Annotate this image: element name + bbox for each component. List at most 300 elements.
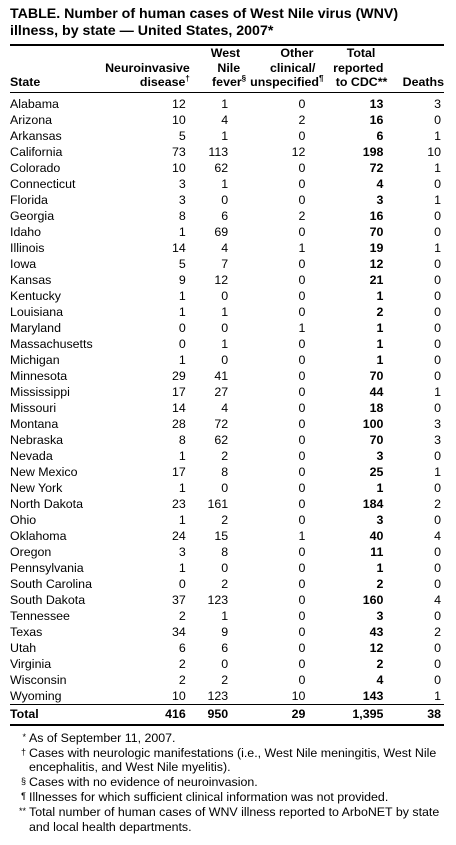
footnote-mark: * [22,731,26,742]
cell-other-clinical: 0 [298,416,306,431]
cell-west-nile-fever: 0 [221,480,229,495]
totals-neuroinvasive: 416 [105,704,194,725]
cell-other-clinical: 0 [298,176,306,191]
cell-west-nile-fever: 15 [214,528,229,543]
cell-other-clinical: 0 [298,352,306,367]
cell-total-reported: 18 [369,400,384,415]
cell-other-clinical: 2 [298,112,306,127]
cell-total-reported: 4 [376,672,384,687]
cell-other-clinical: 0 [298,512,306,527]
table-row [10,640,444,656]
cell-other-clinical: 1 [298,528,306,543]
cell-total-reported: 2 [376,576,384,591]
table-row [10,480,444,496]
table-row [10,544,444,560]
cell-west-nile-fever: 123 [207,592,229,607]
cell-neuroinvasive: 1 [178,560,186,575]
cell-west-nile-fever: 69 [214,224,229,239]
cell-neuroinvasive: 10 [172,112,186,127]
table-row [10,416,444,432]
cell-west-nile-fever: 6 [221,208,229,223]
footnote-mark: † [20,746,26,757]
cell-neuroinvasive: 2 [178,656,186,671]
footnote [10,746,444,776]
cell-state: Kentucky [10,288,61,303]
cell-state: New York [10,480,63,495]
cell-other-clinical: 0 [298,640,306,655]
cell-total-reported: 6 [376,128,384,143]
totals-label: Total [10,704,105,725]
cell-neuroinvasive: 14 [172,240,186,255]
footnote-text: Cases with no evidence of neuroinvasion. [29,775,258,790]
cell-west-nile-fever: 12 [214,272,229,287]
cell-total-reported: 40 [369,528,384,543]
cell-deaths: 0 [434,448,441,463]
cell-deaths: 0 [434,224,441,239]
cell-state: Missouri [10,400,57,415]
cell-neuroinvasive: 1 [178,448,186,463]
cell-other-clinical: 0 [298,288,306,303]
cell-west-nile-fever: 123 [207,688,229,703]
table-row [10,240,444,256]
cell-deaths: 3 [434,416,441,431]
table-row [10,576,444,592]
cell-other-clinical: 0 [298,624,306,639]
cell-state: Idaho [10,224,42,239]
table-row [10,560,444,576]
cell-west-nile-fever: 113 [208,144,229,159]
footnote-text: As of September 11, 2007. [29,730,176,745]
cell-deaths: 0 [434,560,441,575]
cell-neuroinvasive: 1 [178,224,186,239]
cell-neuroinvasive: 0 [178,576,186,591]
cell-state: California [10,144,63,159]
cell-state: Nevada [10,448,53,463]
cell-other-clinical: 10 [291,688,306,703]
cell-total-reported: 13 [369,96,384,111]
cell-state: Colorado [10,160,61,175]
cell-deaths: 2 [434,624,441,639]
cell-state: Nebraska [10,432,64,447]
cell-other-clinical: 0 [298,96,306,111]
cell-total-reported: 70 [369,432,384,447]
cell-neuroinvasive: 17 [172,384,186,399]
cell-state: Wyoming [10,688,62,703]
cell-neuroinvasive: 1 [178,480,186,495]
footnote [10,805,444,835]
table-row [10,656,444,672]
cell-deaths: 3 [434,432,441,447]
cell-deaths: 0 [434,640,441,655]
cell-west-nile-fever: 8 [221,464,229,479]
table-row [10,592,444,608]
cell-other-clinical: 1 [298,240,306,255]
cell-deaths: 0 [434,368,441,383]
cell-neuroinvasive: 1 [178,288,186,303]
header-deaths: Deaths [389,46,444,92]
table-row [10,320,444,336]
table-body [10,92,444,704]
cell-neuroinvasive: 10 [172,160,186,175]
cell-total-reported: 12 [369,640,384,655]
table-row [10,208,444,224]
table-row [10,224,444,240]
cell-total-reported: 43 [369,624,384,639]
cell-total-reported: 160 [362,592,384,607]
cell-state: Arizona [10,112,53,127]
cell-other-clinical: 1 [298,320,306,335]
cell-other-clinical: 0 [298,576,306,591]
cell-other-clinical: 0 [298,224,306,239]
cell-total-reported: 70 [369,224,384,239]
cell-total-reported: 1 [376,336,384,351]
footnote-mark: ¶ [21,790,26,801]
cell-neuroinvasive: 5 [178,128,186,143]
cell-west-nile-fever: 2 [221,672,229,687]
totals-deaths: 38 [389,704,444,725]
cell-total-reported: 70 [369,368,384,383]
cell-total-reported: 44 [369,384,384,399]
cell-state: Maryland [10,320,61,335]
cell-state: South Dakota [10,592,86,607]
cell-neuroinvasive: 3 [178,544,186,559]
cell-west-nile-fever: 0 [221,192,229,207]
cell-other-clinical: 0 [298,304,306,319]
cell-state: Montana [10,416,59,431]
table-row [10,128,444,144]
cell-deaths: 3 [434,96,441,111]
cell-state: Mississippi [10,384,70,399]
cell-west-nile-fever: 27 [214,384,229,399]
cell-state: Wisconsin [10,672,67,687]
cell-state: Arkansas [10,128,62,143]
cell-west-nile-fever: 4 [221,112,229,127]
table-row [10,464,444,480]
cell-west-nile-fever: 1 [221,336,229,351]
cell-deaths: 1 [434,160,441,175]
table-row [10,496,444,512]
cell-state: Oklahoma [10,528,67,543]
cell-state: South Carolina [10,576,92,591]
cell-west-nile-fever: 1 [221,128,229,143]
title-line-1: TABLE. Number of human cases of West Nile virus (WNV) [10,6,399,22]
cell-state: Minnesota [10,368,68,383]
header-neuroinvasive: Neuroinvasive disease† [105,46,194,92]
cell-total-reported: 198 [362,144,384,159]
cell-other-clinical: 0 [298,336,306,351]
cell-neuroinvasive: 8 [178,208,186,223]
cell-west-nile-fever: 2 [221,576,229,591]
cell-deaths: 10 [427,144,441,159]
table-row [10,352,444,368]
cell-other-clinical: 0 [298,128,306,143]
cell-total-reported: 2 [376,304,384,319]
cell-deaths: 4 [434,592,441,607]
cell-deaths: 0 [434,304,441,319]
cell-other-clinical: 0 [298,608,306,623]
cell-total-reported: 21 [369,272,384,287]
table-row [10,304,444,320]
cell-neuroinvasive: 9 [178,272,186,287]
cell-west-nile-fever: 2 [221,448,229,463]
cell-deaths: 0 [434,480,441,495]
cell-total-reported: 1 [376,560,384,575]
cell-neuroinvasive: 17 [172,464,186,479]
table-row [10,272,444,288]
cell-deaths: 0 [434,272,441,287]
cell-other-clinical: 0 [298,672,306,687]
cell-state: Virginia [10,656,52,671]
cell-deaths: 0 [434,400,441,415]
table-row [10,400,444,416]
header-state: State [10,46,105,92]
totals-west-nile-fever: 950 [194,704,250,725]
cell-total-reported: 19 [369,240,384,255]
cell-total-reported: 1 [376,320,384,335]
cell-neuroinvasive: 5 [178,256,186,271]
cell-west-nile-fever: 0 [221,288,229,303]
footnote-mark: ** [18,805,26,816]
cell-other-clinical: 0 [298,560,306,575]
cell-deaths: 0 [434,112,441,127]
cell-west-nile-fever: 4 [221,240,229,255]
cell-other-clinical: 2 [298,208,306,223]
cell-neuroinvasive: 2 [178,672,186,687]
cell-west-nile-fever: 8 [221,544,229,559]
cell-state: Pennsylvania [10,560,84,575]
cell-total-reported: 1 [376,480,384,495]
cell-neuroinvasive: 3 [178,192,186,207]
cell-state: New Mexico [10,464,78,479]
cell-deaths: 0 [434,544,441,559]
table-row [10,384,444,400]
cell-neuroinvasive: 12 [172,96,186,111]
cell-state: Connecticut [10,176,76,191]
table-row [10,608,444,624]
cell-total-reported: 3 [376,448,384,463]
cell-deaths: 2 [434,496,441,511]
cell-neuroinvasive: 1 [178,512,186,527]
cell-west-nile-fever: 2 [221,512,229,527]
cell-neuroinvasive: 28 [172,416,186,431]
cell-total-reported: 143 [362,688,384,703]
table-row [10,92,444,112]
cell-deaths: 0 [434,576,441,591]
footnote [10,775,444,790]
cell-total-reported: 1 [376,352,384,367]
cell-total-reported: 12 [369,256,384,271]
table-row [10,144,444,160]
cell-other-clinical: 0 [298,384,306,399]
cell-total-reported: 3 [376,608,384,623]
cell-west-nile-fever: 1 [221,176,229,191]
table-row [10,432,444,448]
cell-west-nile-fever: 4 [221,400,229,415]
cell-deaths: 4 [434,528,441,543]
cell-state: North Dakota [10,496,84,511]
table-row [10,448,444,464]
table-row [10,112,444,128]
cell-total-reported: 3 [376,192,384,207]
cell-west-nile-fever: 0 [221,560,229,575]
cell-total-reported: 4 [376,176,384,191]
cell-other-clinical: 0 [298,368,306,383]
cell-state: Texas [10,624,43,639]
cell-neuroinvasive: 8 [178,432,186,447]
cell-west-nile-fever: 41 [214,368,229,383]
table-row [10,512,444,528]
cell-west-nile-fever: 1 [221,304,229,319]
table-title [10,6,454,40]
cell-neuroinvasive: 3 [178,176,186,191]
cell-total-reported: 184 [362,496,384,511]
cell-total-reported: 25 [369,464,384,479]
table-row [10,368,444,384]
cell-state: Massachusetts [10,336,93,351]
table-row [10,256,444,272]
cell-west-nile-fever: 62 [214,432,229,447]
cell-deaths: 1 [434,688,441,703]
cell-state: Kansas [10,272,52,287]
cell-state: Oregon [10,544,52,559]
cell-neuroinvasive: 1 [178,352,186,367]
table-row [10,176,444,192]
cell-west-nile-fever: 161 [207,496,229,511]
cell-total-reported: 3 [376,512,384,527]
footnote [10,731,444,746]
cell-other-clinical: 12 [291,144,306,159]
cell-neuroinvasive: 2 [178,608,186,623]
cell-west-nile-fever: 0 [221,352,229,367]
cell-west-nile-fever: 72 [214,416,229,431]
cell-state: Ohio [10,512,37,527]
cell-deaths: 0 [434,288,441,303]
cell-other-clinical: 0 [298,544,306,559]
header-row [10,46,444,92]
footnote-mark: § [20,776,26,787]
cell-total-reported: 16 [369,208,384,223]
cell-west-nile-fever: 6 [221,640,229,655]
header-west-nile-fever: West Nile fever§ [194,46,250,92]
cell-neuroinvasive: 29 [172,368,186,383]
cell-deaths: 0 [434,672,441,687]
cell-state: Georgia [10,208,55,223]
footnotes [10,731,444,835]
table-row [10,672,444,688]
footnote-text: Illnesses for which sufficient clinical information was not provided. [29,789,389,804]
cell-deaths: 1 [434,128,441,143]
cell-deaths: 1 [434,192,441,207]
cell-state: Louisiana [10,304,64,319]
cell-other-clinical: 0 [298,656,306,671]
cell-state: Utah [10,640,37,655]
wnv-cases-table [10,44,444,726]
cell-neuroinvasive: 23 [172,496,186,511]
cell-deaths: 0 [434,320,441,335]
cell-deaths: 0 [434,336,441,351]
cell-deaths: 0 [434,208,441,223]
cell-west-nile-fever: 62 [214,160,229,175]
cell-total-reported: 16 [369,112,384,127]
cell-other-clinical: 0 [298,464,306,479]
cell-other-clinical: 0 [298,272,306,287]
cell-west-nile-fever: 1 [221,608,229,623]
cell-west-nile-fever: 0 [221,656,229,671]
totals-row [10,704,444,725]
cell-deaths: 0 [434,608,441,623]
cell-other-clinical: 0 [298,448,306,463]
cell-other-clinical: 0 [298,496,306,511]
cell-deaths: 1 [434,240,441,255]
cell-neuroinvasive: 24 [172,528,186,543]
cell-other-clinical: 0 [298,160,306,175]
cell-west-nile-fever: 0 [221,320,229,335]
cell-state: Tennessee [10,608,70,623]
cell-total-reported: 100 [362,416,384,431]
cell-deaths: 0 [434,656,441,671]
cell-other-clinical: 0 [298,400,306,415]
table-row [10,192,444,208]
title-line-2: illness, by state — United States, 2007* [10,23,274,39]
cell-other-clinical: 0 [298,192,306,207]
cell-neuroinvasive: 73 [172,144,186,159]
totals-other-clinical: 29 [250,704,327,725]
cell-west-nile-fever: 1 [221,96,229,111]
table-row [10,528,444,544]
cell-neuroinvasive: 1 [178,304,186,319]
cell-neuroinvasive: 34 [172,624,186,639]
cell-neuroinvasive: 10 [172,688,186,703]
cell-neuroinvasive: 6 [178,640,186,655]
cell-other-clinical: 0 [298,432,306,447]
totals-total-reported: 1,395 [327,704,389,725]
cell-deaths: 0 [434,176,441,191]
cell-total-reported: 72 [369,160,384,175]
cell-total-reported: 11 [370,544,384,559]
cell-state: Alabama [10,96,59,111]
cell-west-nile-fever: 7 [221,256,229,271]
cell-other-clinical: 0 [298,256,306,271]
cell-other-clinical: 0 [298,592,306,607]
cell-state: Iowa [10,256,37,271]
cell-deaths: 0 [434,256,441,271]
header-other-clinical: Other clinical/ unspecified¶ [250,46,327,92]
table-row [10,288,444,304]
table-row [10,688,444,705]
cell-total-reported: 2 [376,656,384,671]
cell-state: Florida [10,192,48,207]
footnote-text: Total number of human cases of WNV illness reported to ArboNET by state and local health departments. [29,804,440,834]
footnote-text: Cases with neurologic manifestations (i.e., West Nile meningitis, West Nile encephalitis, and West Nile myelitis). [29,745,437,775]
table-row [10,624,444,640]
cell-west-nile-fever: 9 [221,624,229,639]
cell-deaths: 0 [434,512,441,527]
cell-neuroinvasive: 0 [178,320,186,335]
cell-neuroinvasive: 0 [178,336,186,351]
table-row [10,160,444,176]
cell-neuroinvasive: 37 [172,592,186,607]
cell-deaths: 0 [434,352,441,367]
cell-total-reported: 1 [376,288,384,303]
cell-deaths: 1 [434,464,441,479]
cell-state: Illinois [10,240,45,255]
cell-state: Michigan [10,352,60,367]
cell-other-clinical: 0 [298,480,306,495]
header-total-reported: Total reported to CDC** [327,46,389,92]
footnote [10,790,444,805]
cell-neuroinvasive: 14 [172,400,186,415]
table-row [10,336,444,352]
